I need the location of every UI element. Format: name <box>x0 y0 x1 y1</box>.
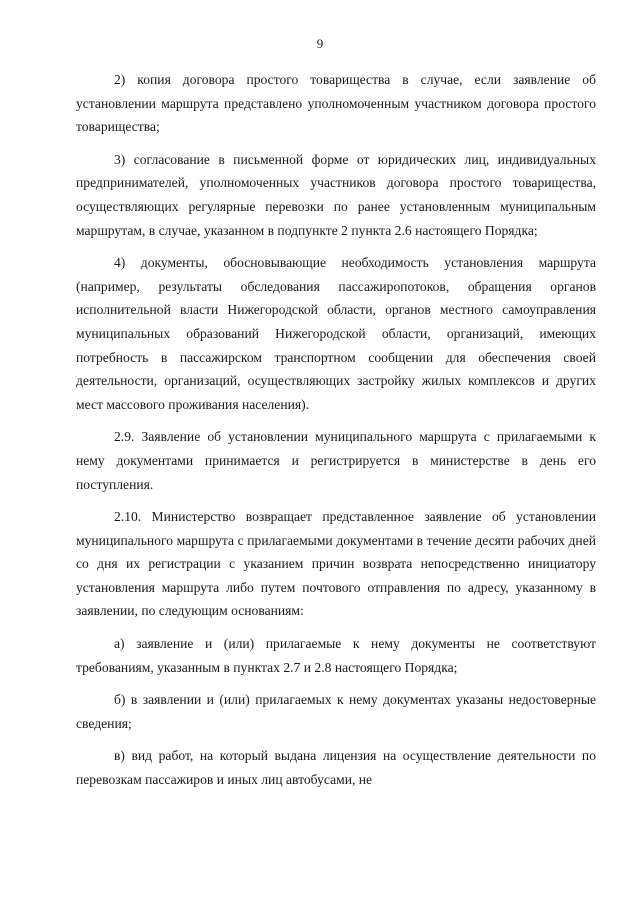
paragraph-item-2-copy-of-agreement: 2) копия договора простого товарищества в случае, если заявление об установлении маршрута представлено уполномоченным участником договора простого товарищества; <box>76 72 596 135</box>
document-body <box>76 68 596 801</box>
paragraph-ground-a: а) заявление и (или) прилагаемые к нему документы не соответствуют требованиям, указанным в пунктах 2.7 и 2.8 настоящего Порядка; <box>76 636 596 675</box>
paragraph-item-4-justification-documents: 4) документы, обосновывающие необходимость установления маршрута (например, результаты обследования пассажиропотоков, обращения органов исполнительной власти Нижегородской области, органов местного самоуправления муниципальных образований Нижегородской области, организаций, имеющих потребность в пассажирском транспортном сообщении для обеспечения своей деятельности, организаций, осуществляющих застройку жилых комплексов и других мест массового проживания населения). <box>76 255 596 412</box>
paragraph-item-3-written-approval: 3) согласование в письменной форме от юридических лиц, индивидуальных предпринимателей, уполномоченных участников договора простого товарищества, осуществляющих регулярные перевозки по ранее установленным муниципальным маршрутам, в случае, указанном в подпункте 2 пункта 2.6 настоящего Порядка; <box>76 151 596 238</box>
paragraph-clause-2-10: 2.10. Министерство возвращает представленное заявление об установлении муниципального маршрута с прилагаемыми документами в течение десяти рабочих дней со дня их регистрации с указанием причин возврата непосредственно инициатору установления маршрута либо путем почтового отправления по адресу, указанному в заявлении, по следующим основаниям: <box>76 509 596 619</box>
paragraph-ground-b: б) в заявлении и (или) прилагаемых к нему документах указаны недостоверные сведения; <box>76 692 596 731</box>
page-number: 9 <box>316 36 324 51</box>
paragraph-clause-2-9: 2.9. Заявление об установлении муниципального маршрута с прилагаемыми к нему документами принимается и регистрируется в министерстве в день его поступления. <box>76 429 596 492</box>
paragraph-ground-v: в) вид работ, на который выдана лицензия на осуществление деятельности по перевозкам пассажиров и иных лиц автобусами, не <box>76 748 596 788</box>
